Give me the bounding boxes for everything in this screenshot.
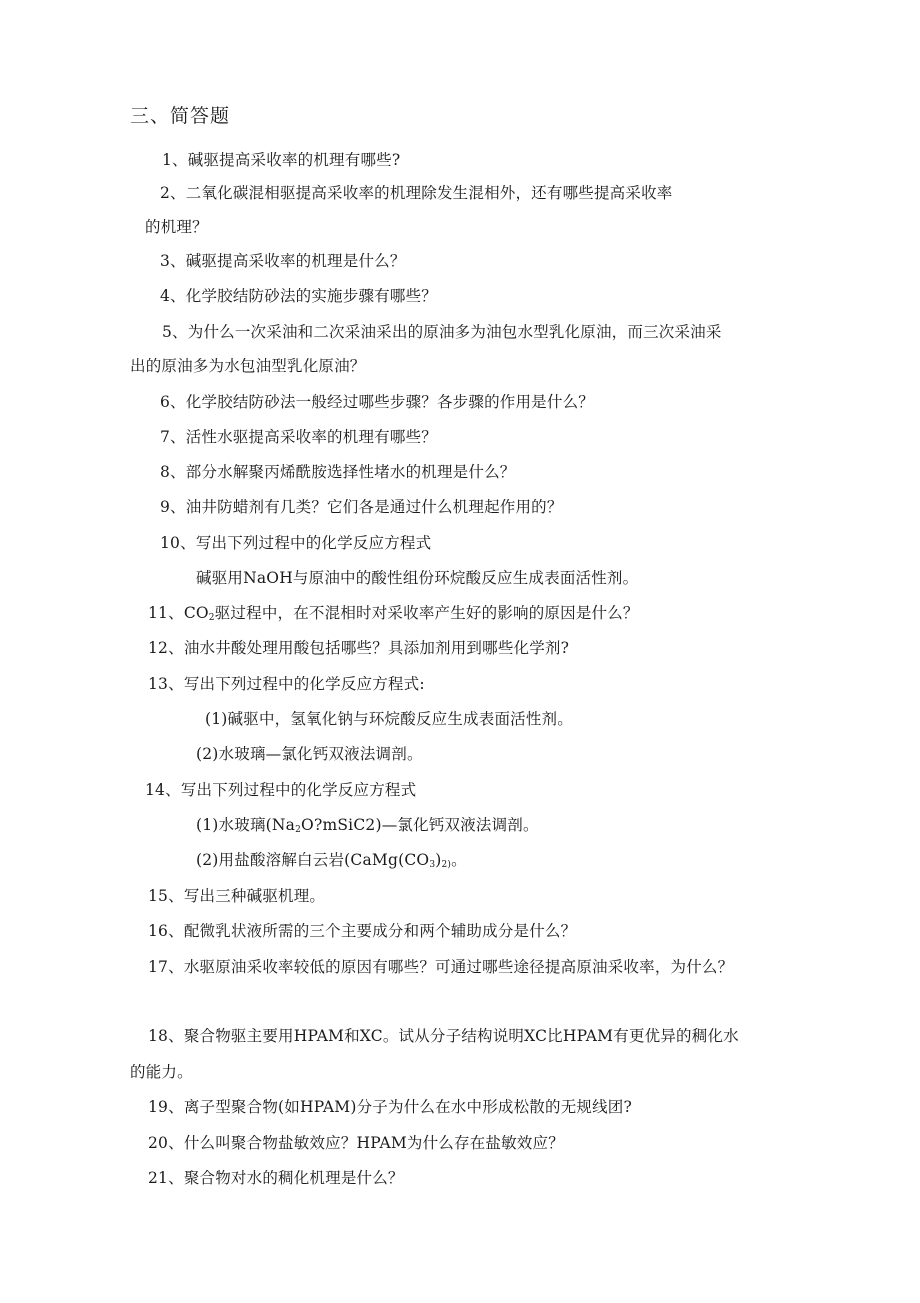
question-13-item-2: (2)水玻璃—氯化钙双液法调剖。 (196, 745, 423, 763)
question-8: 8、部分水解聚丙烯酰胺选择性堵水的机理是什么？ (160, 463, 516, 481)
question-14-item-2 (196, 850, 467, 870)
question-2-line-1: 2、二氧化碳混相驱提高采收率的机理除发生混相外，还有哪些提高采收率 (160, 184, 673, 202)
question-14-item-1-prefix: (1)水玻璃(Na (196, 816, 296, 834)
question-15: 15、写出三种碱驱机理。 (148, 887, 326, 905)
question-1: 1、碱驱提高采收率的机理有哪些? (162, 151, 401, 169)
question-14-item-2-prefix: (2)用盐酸溶解白云岩(CaMg(CO (196, 851, 430, 869)
question-10-detail: 碱驱用NaOH与原油中的酸性组份环烷酸反应生成表面活性剂。 (196, 569, 639, 587)
question-17: 17、水驱原油采收率较低的原因有哪些？可通过哪些途径提高原油采收率，为什么？ (148, 958, 734, 976)
question-11 (148, 603, 639, 623)
question-11-text: 驱过程中，在不混相时对采收率产生好的影响的原因是什么？ (214, 604, 639, 622)
question-14-item-1-subscript: 2 (295, 825, 302, 835)
question-9: 9、油井防蜡剂有几类？它们各是通过什么机理起作用的？ (160, 498, 563, 516)
question-7: 7、活性水驱提高采收率的机理有哪些？ (160, 428, 437, 446)
section-title: 三、简答题 (130, 105, 231, 127)
question-5-line-1: 5、为什么一次采油和二次采油采出的原油多为油包水型乳化原油，而三次采油采 (162, 323, 722, 341)
question-14-item-2-paren: ) (435, 851, 442, 869)
question-18-line-2: 的能力。 (130, 1063, 193, 1081)
question-14-item-2-subscript-1: 3 (429, 860, 436, 870)
question-20: 20、什么叫聚合物盐敏效应？HPAM为什么存在盐敏效应？ (148, 1134, 564, 1152)
question-14: 14、写出下列过程中的化学反应方程式 (145, 781, 417, 799)
question-2-line-2: 的机理？ (145, 218, 208, 236)
question-13-item-1: (1)碱驱中，氢氧化钠与环烷酸反应生成表面活性剂。 (205, 710, 573, 728)
question-19: 19、离子型聚合物(如HPAM)分子为什么在水中形成松散的无规线团? (148, 1098, 633, 1116)
question-14-item-1 (196, 815, 539, 835)
question-12: 12、油水井酸处理用酸包括哪些？具添加剂用到哪些化学剂? (148, 639, 570, 657)
question-3: 3、碱驱提高采收率的机理是什么？ (160, 252, 406, 270)
question-6: 6、化学胶结防砂法一般经过哪些步骤？各步骤的作用是什么？ (160, 393, 594, 411)
question-11-subscript: 2 (208, 613, 215, 623)
question-18-line-1: 18、聚合物驱主要用HPAM和XC。试从分子结构说明XC比HPAM有更优异的稠化水 (148, 1027, 739, 1045)
question-13: 13、写出下列过程中的化学反应方程式: (148, 675, 425, 693)
question-10: 10、写出下列过程中的化学反应方程式 (160, 534, 432, 552)
question-4: 4、化学胶结防砂法的实施步骤有哪些？ (160, 287, 437, 305)
question-21: 21、聚合物对水的稠化机理是什么？ (148, 1169, 404, 1187)
question-14-item-2-end: 。 (451, 851, 467, 869)
question-16: 16、配微乳状液所需的三个主要成分和两个辅助成分是什么？ (148, 922, 577, 940)
question-5-line-2: 出的原油多为水包油型乳化原油？ (130, 357, 366, 375)
question-14-item-1-text: O?mSiC2)—氯化钙双液法调剖。 (301, 816, 539, 834)
question-14-item-2-subscript-2: 2) (441, 860, 452, 870)
question-11-prefix: 11、CO (148, 604, 209, 622)
